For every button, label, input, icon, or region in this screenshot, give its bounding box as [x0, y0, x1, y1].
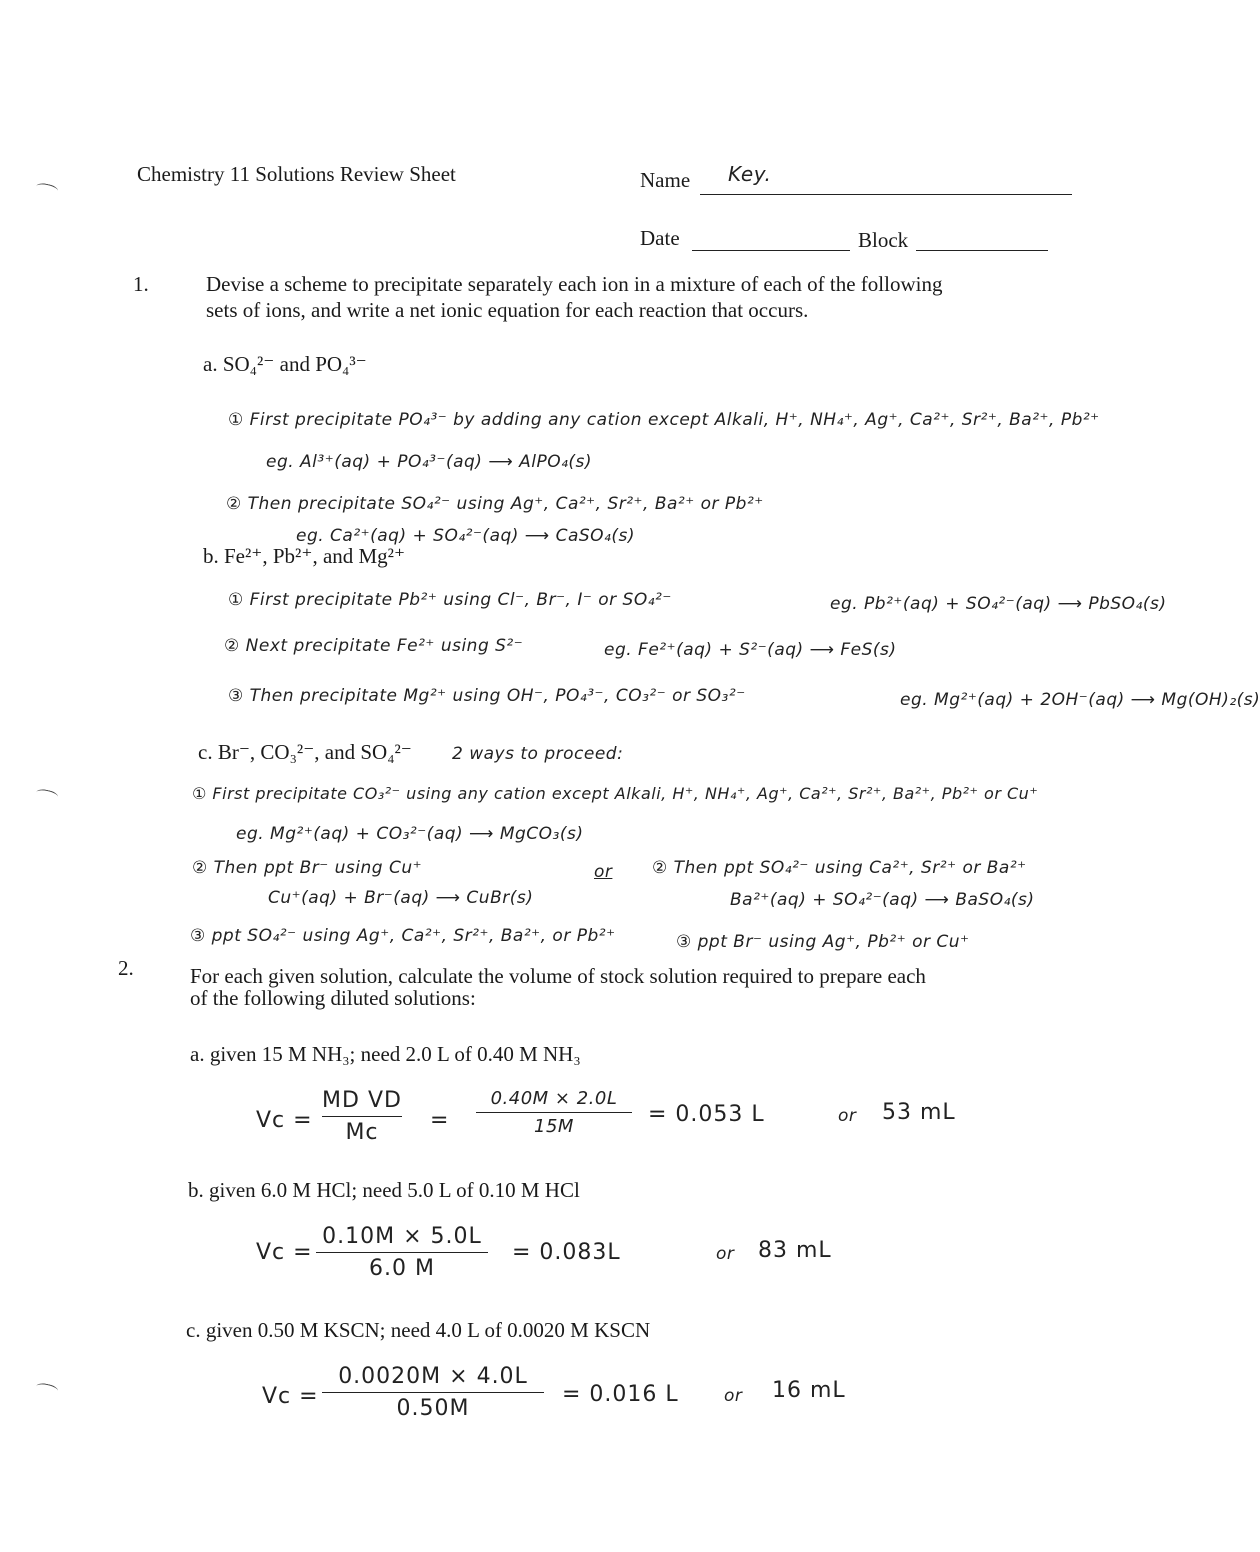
q1b-step3: ③ Then precipitate Mg²⁺ using OH⁻, PO₄³⁻, CO₃²⁻ or SO₃²⁻: [228, 686, 746, 706]
q2b-or: or: [716, 1244, 735, 1264]
q2a-calc-numerator: 0.40M × 2.0L: [490, 1088, 618, 1109]
sheet-title: Chemistry 11 Solutions Review Sheet: [137, 162, 456, 186]
q2c-result: = 0.016 L: [562, 1382, 679, 1407]
q2a-formula-denominator: Mc: [345, 1120, 379, 1145]
q1b-step1: ① First precipitate Pb²⁺ using Cl⁻, Br⁻, I⁻ or SO₄²⁻: [228, 590, 672, 610]
q1-number: 1.: [133, 272, 149, 296]
q1c-step2-right-equation: Ba²⁺(aq) + SO₄²⁻(aq) ⟶ BaSO₄(s): [730, 890, 1035, 910]
margin-tick: [35, 1382, 58, 1395]
block-line: [916, 250, 1048, 251]
q1a-step2: ② Then precipitate SO₄²⁻ using Ag⁺, Ca²⁺, Sr²⁺, Ba²⁺ or Pb²⁺: [226, 494, 764, 514]
q1c-ways: 2 ways to proceed:: [452, 744, 624, 764]
margin-tick: [35, 182, 58, 195]
q2b-result: = 0.083L: [512, 1240, 621, 1265]
q1-prompt-line1: Devise a scheme to precipitate separately each ion in a mixture of each of the following: [206, 272, 943, 296]
q1b-step1-equation: eg. Pb²⁺(aq) + SO₄²⁻(aq) ⟶ PbSO₄(s): [830, 594, 1167, 614]
q2a-calc-denominator: 15M: [534, 1116, 574, 1137]
q1c-step2-left: ② Then ppt Br⁻ using Cu⁺: [192, 858, 423, 878]
q2a-calc-fraction: [476, 1088, 632, 1137]
name-line: [700, 194, 1072, 195]
q2b-alt-result: 83 mL: [758, 1238, 832, 1263]
q1c-step3-right: ③ ppt Br⁻ using Ag⁺, Pb²⁺ or Cu⁺: [676, 932, 970, 952]
q2a-equals: =: [430, 1108, 450, 1133]
q1c-step1: ① First precipitate CO₃²⁻ using any cation except Alkali, H⁺, NH₄⁺, Ag⁺, Ca²⁺, Sr²⁺, Ba²⁺, Pb²⁺ or Cu⁺: [192, 784, 1039, 803]
q2a-formula-numerator: MD VD: [322, 1088, 402, 1113]
q1b-step2-equation: eg. Fe²⁺(aq) + S²⁻(aq) ⟶ FeS(s): [604, 640, 897, 660]
q2c-alt-result: 16 mL: [772, 1378, 846, 1403]
q2b-calc-numerator: 0.10M × 5.0L: [322, 1224, 482, 1249]
q1c-step2-left-equation: Cu⁺(aq) + Br⁻(aq) ⟶ CuBr(s): [268, 888, 534, 908]
name-value: Key.: [728, 162, 772, 186]
q1b-step2: ② Next precipitate Fe²⁺ using S²⁻: [224, 636, 524, 656]
date-line: [692, 250, 850, 251]
name-label: Name: [640, 168, 691, 192]
fraction-bar: [322, 1116, 402, 1117]
q2a-result: = 0.053 L: [648, 1102, 765, 1127]
q2c-lhs: Vc =: [262, 1384, 319, 1409]
q2a-formula-fraction: [322, 1088, 402, 1145]
q1a-step1: ① First precipitate PO₄³⁻ by adding any cation except Alkali, H⁺, NH₄⁺, Ag⁺, Ca²⁺, Sr²⁺, Ba²⁺, Pb²⁺: [228, 410, 1100, 430]
q2a-lhs: Vc =: [256, 1108, 313, 1133]
q1b-step3-equation: eg. Mg²⁺(aq) + 2OH⁻(aq) ⟶ Mg(OH)₂(s): [900, 690, 1260, 710]
block-label: Block: [858, 228, 909, 252]
fraction-bar: [316, 1252, 488, 1253]
q2-prompt-line1: For each given solution, calculate the volume of stock solution required to prepare each: [190, 964, 926, 988]
q2-prompt-line2: of the following diluted solutions:: [190, 986, 476, 1010]
q1c-step2-right: ② Then ppt SO₄²⁻ using Ca²⁺, Sr²⁺ or Ba²⁺: [652, 858, 1027, 878]
q1b-label: b. Fe²⁺, Pb²⁺, and Mg²⁺: [203, 544, 406, 568]
q1c-or: or: [594, 862, 613, 882]
q2c-or: or: [724, 1386, 743, 1406]
date-label: Date: [640, 226, 680, 250]
q2a-alt-result: 53 mL: [882, 1100, 956, 1125]
q2c-calc-denominator: 0.50M: [396, 1396, 470, 1421]
q2-number: 2.: [118, 956, 134, 980]
q2b-lhs: Vc =: [256, 1240, 313, 1265]
q2a-label: a. given 15 M NH₃; need 2.0 L of 0.40 M NH₃: [190, 1042, 581, 1066]
fraction-bar: [476, 1112, 632, 1113]
q1c-step3-left: ③ ppt SO₄²⁻ using Ag⁺, Ca²⁺, Sr²⁺, Ba²⁺, or Pb²⁺: [190, 926, 616, 946]
q2b-calc-denominator: 6.0 M: [369, 1256, 435, 1281]
q1a-label: a. SO₄²⁻ and PO₄³⁻: [203, 352, 367, 376]
q1a-step1-equation: eg. Al³⁺(aq) + PO₄³⁻(aq) ⟶ AlPO₄(s): [266, 452, 593, 472]
q2b-calc-fraction: [316, 1224, 488, 1281]
q1a-step2-equation: eg. Ca²⁺(aq) + SO₄²⁻(aq) ⟶ CaSO₄(s): [296, 526, 635, 546]
fraction-bar: [322, 1392, 544, 1393]
q2c-calc-numerator: 0.0020M × 4.0L: [338, 1364, 528, 1389]
margin-tick: [35, 788, 58, 801]
q1c-step1-equation: eg. Mg²⁺(aq) + CO₃²⁻(aq) ⟶ MgCO₃(s): [236, 824, 584, 844]
q2c-label: c. given 0.50 M KSCN; need 4.0 L of 0.0020 M KSCN: [186, 1318, 651, 1342]
q2b-label: b. given 6.0 M HCl; need 5.0 L of 0.10 M HCl: [188, 1178, 580, 1202]
q2a-or: or: [838, 1106, 857, 1126]
q1c-label: c. Br⁻, CO₃²⁻, and SO₄²⁻: [198, 740, 412, 764]
q1-prompt-line2: sets of ions, and write a net ionic equation for each reaction that occurs.: [206, 298, 809, 322]
q2c-calc-fraction: [322, 1364, 544, 1421]
